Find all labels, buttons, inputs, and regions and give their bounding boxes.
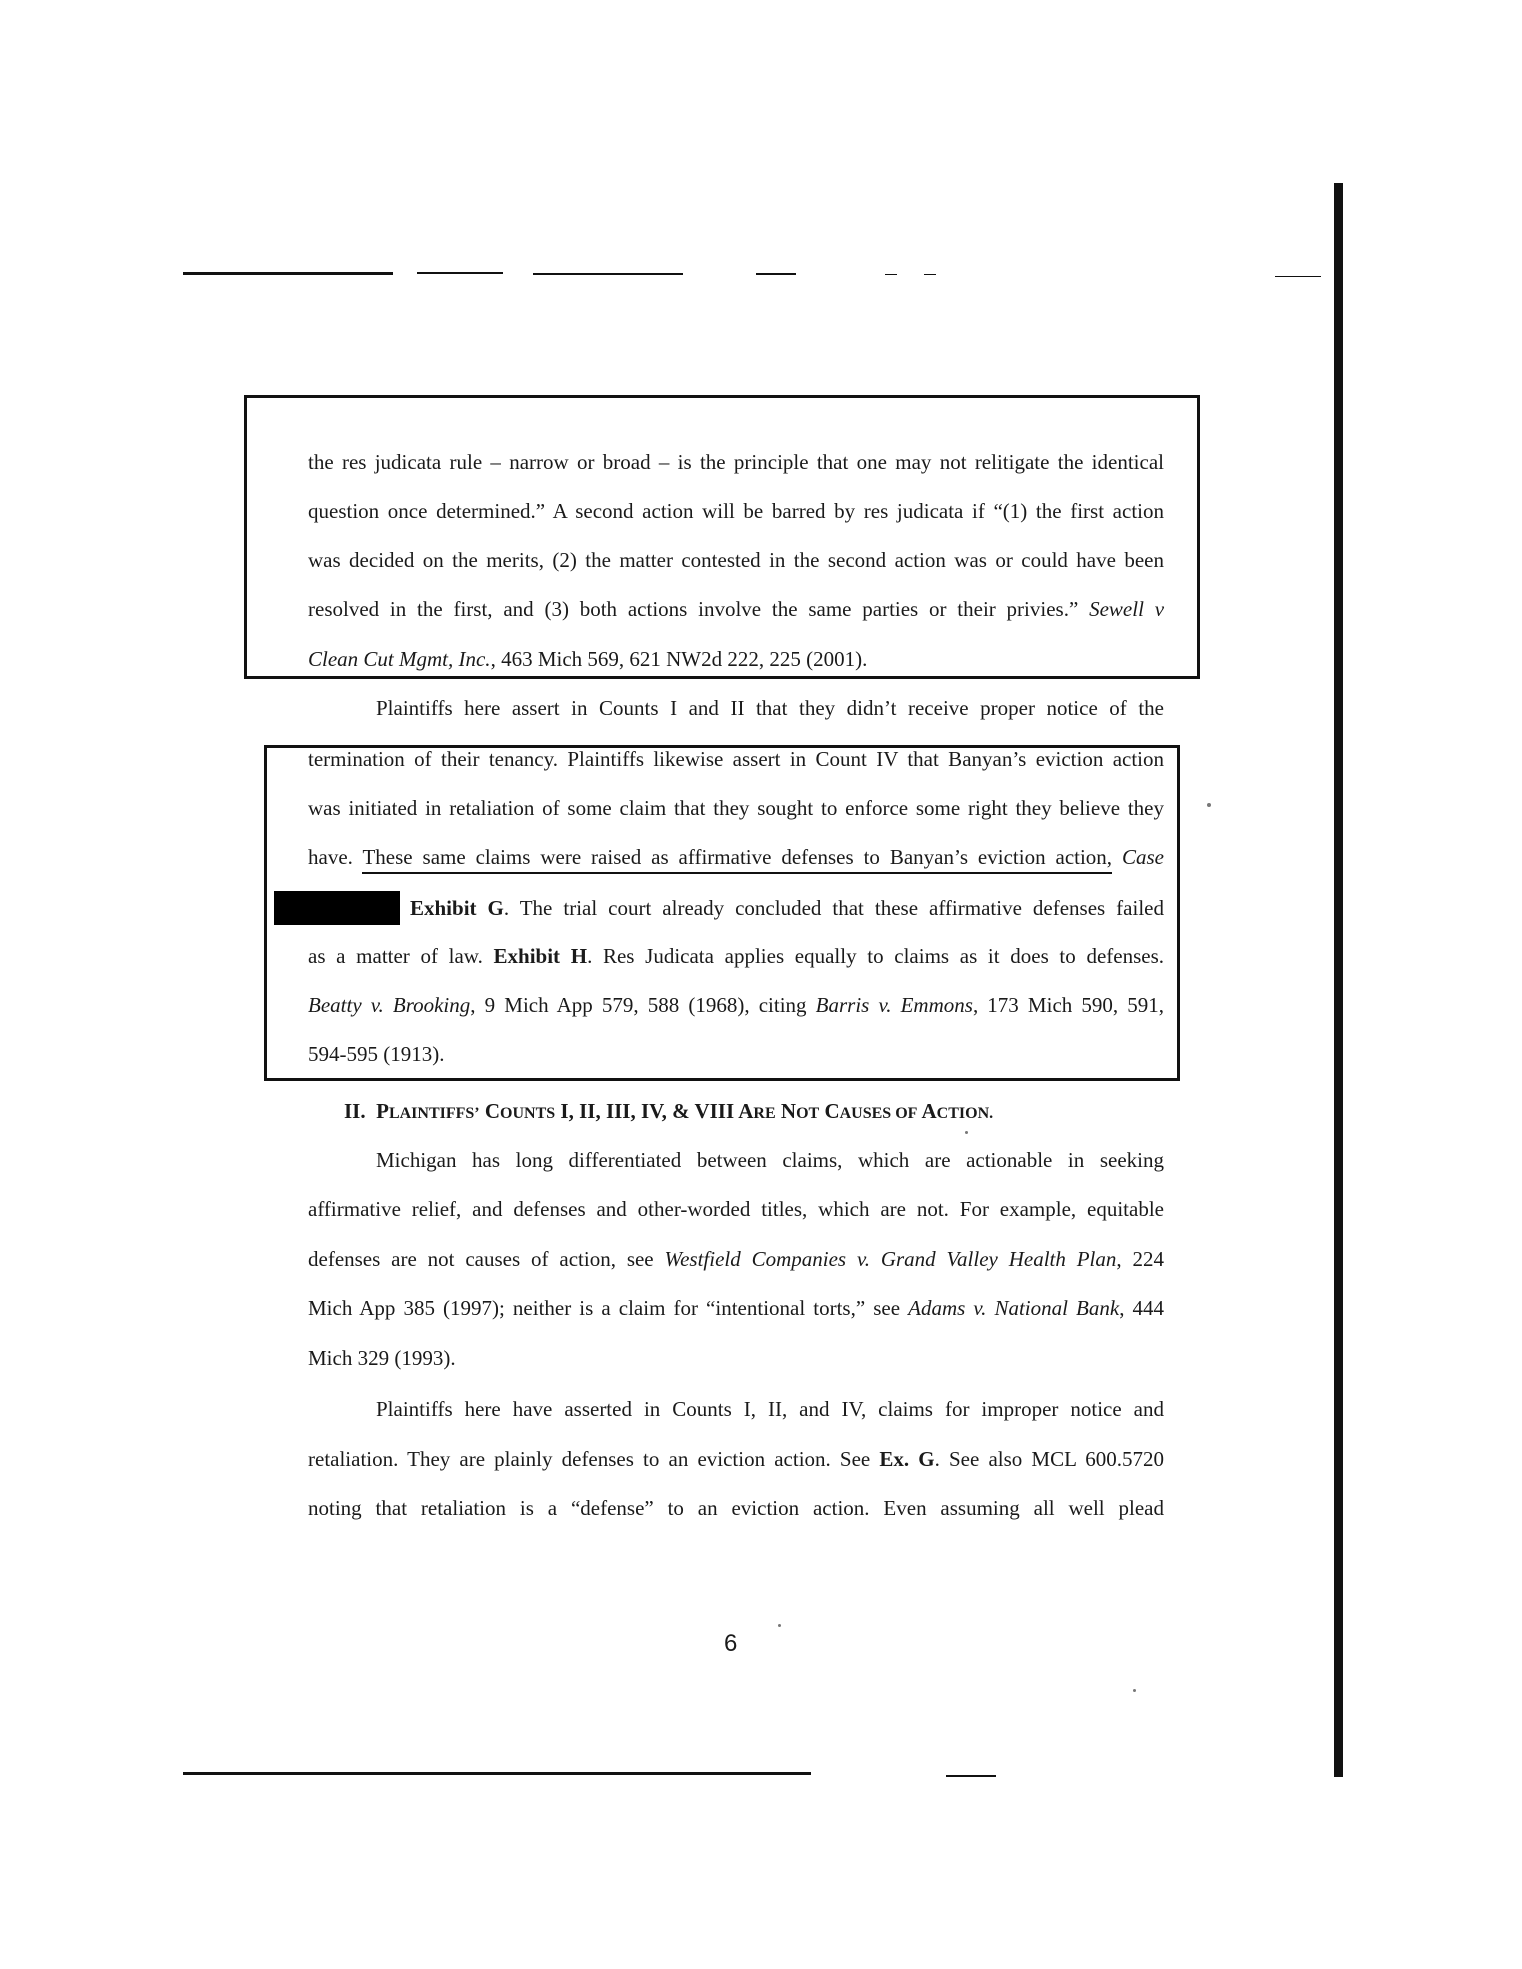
section-heading: II. PLAINTIFFS’ COUNTS I, II, III, IV, & VIII ARE NOT CAUSES OF ACTION. [344, 1099, 994, 1123]
scan-edge-line [756, 273, 796, 275]
text-line: Mich 329 (1993). [308, 1346, 456, 1370]
text-line: have. These same claims were raised as affirmative defenses to Banyan’s eviction action, Case [308, 844, 1164, 870]
text-line: as a matter of law. Exhibit H. Res Judicata applies equally to claims as it does to defenses. [308, 944, 1164, 968]
text-line: resolved in the first, and (3) both actions involve the same parties or their privies.” Sewell v [308, 597, 1165, 621]
text-line: noting that retaliation is a “defense” to an eviction action. Even assuming all well plead [308, 1496, 1164, 1520]
highlight-box-1 [244, 395, 1200, 679]
text-line: Exhibit G. The trial court already concluded that these affirmative defenses failed [294, 893, 1164, 927]
text-line: defenses are not causes of action, see Westfield Companies v. Grand Valley Health Plan, 224 [308, 1247, 1165, 1271]
scan-edge-line [924, 274, 936, 275]
text-line: Beatty v. Brooking, 9 Mich App 579, 588 (1968), citing Barris v. Emmons, 173 Mich 590, 591, [308, 993, 1165, 1017]
page-number: 6 [724, 1630, 738, 1657]
text-line: Michigan has long differentiated between claims, which are actionable in seeking [376, 1148, 1164, 1172]
scan-edge-line [183, 272, 393, 275]
underlined-passage: These same claims were raised as affirmative defenses to Banyan’s eviction action, [362, 845, 1112, 874]
text-line: termination of their tenancy. Plaintiffs likewise assert in Count IV that Banyan’s eviction action [308, 747, 1164, 771]
text-line: the res judicata rule – narrow or broad – is the principle that one may not relitigate the identical [308, 450, 1164, 474]
scan-speck [778, 1624, 781, 1627]
text-line: was decided on the merits, (2) the matter contested in the second action was or could have been [308, 548, 1164, 572]
text-line: question once determined.” A second action will be barred by res judicata if “(1) the first action [308, 499, 1164, 523]
text-line: retaliation. They are plainly defenses to an eviction action. See Ex. G. See also MCL 600.5720 [308, 1447, 1165, 1471]
text-line: was initiated in retaliation of some claim that they sought to enforce some right they believe they [308, 796, 1164, 820]
scan-edge-line [1275, 276, 1321, 277]
text-line: 594-595 (1913). [308, 1042, 445, 1066]
scan-edge-line [946, 1775, 996, 1777]
text-line: affirmative relief, and defenses and other-worded titles, which are not. For example, equitable [308, 1197, 1164, 1221]
paragraph-first-line: Plaintiffs here assert in Counts I and II that they didn’t receive proper notice of the [376, 696, 1164, 720]
scan-edge-line [885, 274, 897, 275]
scan-edge-line [183, 1772, 811, 1775]
scan-edge-line [533, 273, 683, 275]
scan-edge-bar [1334, 183, 1343, 1777]
text-line: Clean Cut Mgmt, Inc., 463 Mich 569, 621 NW2d 222, 225 (2001). [308, 647, 868, 671]
scan-speck [1133, 1689, 1136, 1692]
scan-edge-line [417, 272, 503, 274]
text-line: Plaintiffs here have asserted in Counts I, II, and IV, claims for improper notice and [376, 1397, 1164, 1421]
redaction-block [274, 891, 400, 925]
text-line: Mich App 385 (1997); neither is a claim for “intentional torts,” see Adams v. National Bank, 444 [308, 1296, 1165, 1320]
scan-speck [965, 1131, 968, 1134]
scan-speck [1207, 803, 1211, 807]
